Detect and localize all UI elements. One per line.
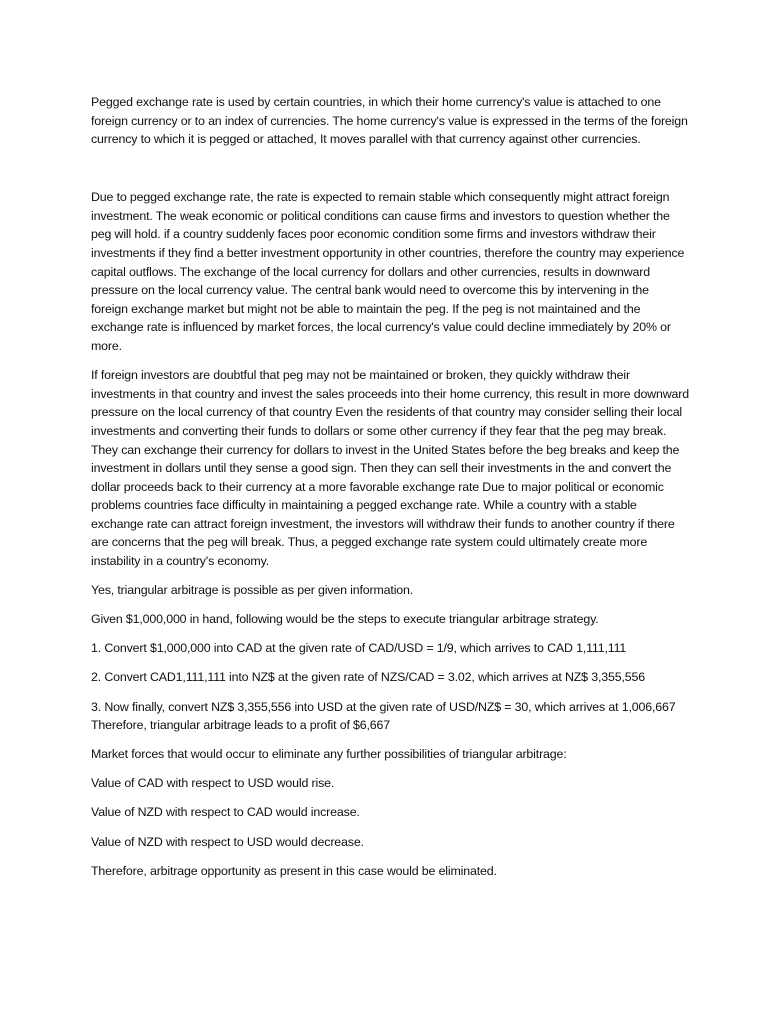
- paragraph-step-2: 2. Convert CAD1,111,111 into NZ$ at the given rate of NZS/CAD = 3.02, which arrives at NZ$ 3,355,556: [91, 670, 645, 685]
- paragraph-conclusion: Therefore, arbitrage opportunity as present in this case would be eliminated.: [91, 863, 497, 878]
- paragraph-nzd-usd: Value of NZD with respect to USD would decrease.: [91, 834, 364, 849]
- paragraph-pegged-definition: Pegged exchange rate is used by certain countries, in which their home currency's value is attached to one foreign currency or to an index of currencies. The home currency's value is expressed in the terms of the foreign currency to which it is pegged or attached, It moves parallel with that currency against other currencies.: [91, 95, 688, 147]
- paragraph-cad-usd: Value of CAD with respect to USD would rise.: [91, 776, 335, 791]
- paragraph-arbitrage-steps-intro: Given $1,000,000 in hand, following would be the steps to execute triangular arbitrage strategy.: [91, 612, 599, 627]
- paragraph-step-3: 3. Now finally, convert NZ$ 3,355,556 into USD at the given rate of USD/NZ$ = 30, which arrives at 1,006,667 Therefore, triangular arbitrage leads to a profit of $6,667: [91, 699, 676, 733]
- paragraph-investor-doubt: If foreign investors are doubtful that peg may not be maintained or broken, they quickly withdraw their investments in that country and invest the sales proceeds into their home currency, this result in more downward pressure on the local currency of that country Even the residents of that country may consider selling their local investments and converting their funds to dollars or some other currency if they fear that the peg may break. They can exchange their currency for dollars to invest in the United States before the beg breaks and keep the investment in dollars until they sense a good sign. Then they can sell their investments in the and convert the dollar proceeds back to their currency at a more favorable exchange rate Due to major political or economic problems countries face difficulty in maintaining a pegged exchange rate. While a country with a stable exchange rate can attract foreign investment, the investors will withdraw their funds to another country if there are concerns that the peg will break. Thus, a pegged exchange rate system could ultimately create more instability in a country's economy.: [91, 368, 689, 569]
- document-body: [91, 93, 689, 891]
- paragraph-nzd-cad: Value of NZD with respect to CAD would increase.: [91, 805, 360, 820]
- paragraph-step-1: 1. Convert $1,000,000 into CAD at the given rate of CAD/USD = 1/9, which arrives to CAD 1,111,111: [91, 641, 627, 656]
- paragraph-pegged-stability: Due to pegged exchange rate, the rate is expected to remain stable which consequently might attract foreign investment. The weak economic or political conditions can cause firms and investors to question whether the peg will hold. if a country suddenly faces poor economic condition some firms and investors withdraw their investments if they find a better investment opportunity in other countries, therefore the country may experience capital outflows. The exchange of the local currency for dollars and other currencies, results in downward pressure on the local currency value. The central bank would need to overcome this by intervening in the foreign exchange market but might not be able to maintain the peg. If the peg is not maintained and the exchange rate is influenced by market forces, the local currency's value could decline immediately by 20% or more.: [91, 190, 685, 354]
- paragraph-market-forces: Market forces that would occur to eliminate any further possibilities of triangular arbitrage:: [91, 747, 567, 762]
- paragraph-arbitrage-possible: Yes, triangular arbitrage is possible as per given information.: [91, 583, 414, 598]
